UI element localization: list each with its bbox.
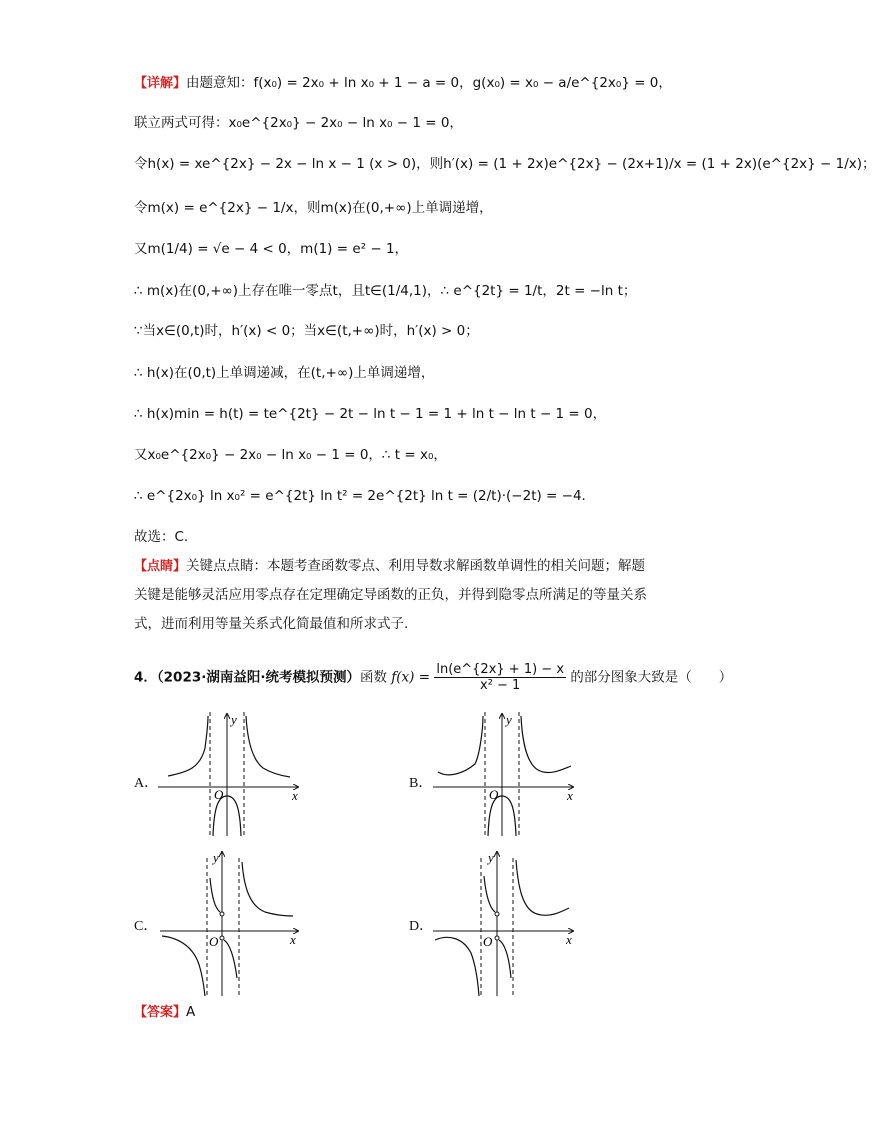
hole-point-2 <box>495 936 499 940</box>
detail-line-2: 联立两式可得：x₀e^{2x₀} − 2x₀ − ln x₀ − 1 = 0， <box>134 115 463 131</box>
x-label: x <box>566 932 572 947</box>
y-label: y <box>488 850 494 865</box>
detail-line-3: 令h(x) = xe^{2x} − 2x − ln x − 1 (x > 0)，则h′(x) = (1 + 2x)e^{2x} − (2x+1)/x = (1 + 2x)(e^{2x} − 1/x)； <box>134 156 876 172</box>
origin-label: O <box>483 934 493 949</box>
question-number: 4． <box>134 669 157 686</box>
detail-line-10: 又x₀e^{2x₀} − 2x₀ − ln x₀ − 1 = 0，∴ t = x₀， <box>134 447 447 463</box>
y-label: y <box>213 850 219 865</box>
origin-label: O <box>489 787 499 802</box>
graph-a[interactable] <box>158 708 308 838</box>
question-prefix: 函数 <box>360 669 387 686</box>
function-lhs: f(x) = <box>391 669 431 686</box>
comment-text-2: 关键是能够灵活应用零点存在定理确定导函数的正负，并得到隐零点所满足的等量关系 <box>134 587 647 603</box>
function-denominator: x² − 1 <box>480 678 521 693</box>
graph-d[interactable] <box>433 848 583 998</box>
detail-line-6: ∴ m(x)在(0,+∞)上存在唯一零点t，且t∈(1/4,1)，∴ e^{2t} = 1/t，2t = −ln t； <box>134 283 637 299</box>
detail-text-1: 由题意知：f(x₀) = 2x₀ + ln x₀ + 1 − a = 0，g(x₀) = x₀ − a/e^{2x₀} = 0， <box>186 75 672 91</box>
option-a-label[interactable]: A． <box>134 776 159 791</box>
detail-line-7: ∵当x∈(0,t)时，h′(x) < 0；当x∈(t,+∞)时，h′(x) > 0； <box>134 323 479 339</box>
comment-paragraph <box>134 552 664 639</box>
detail-line-5: 又m(1/4) = √e − 4 < 0，m(1) = e² − 1， <box>134 241 409 257</box>
origin-label: O <box>209 934 219 949</box>
curve-middle-lower <box>224 940 237 978</box>
hole-point-2 <box>220 936 224 940</box>
curve-right <box>521 716 571 773</box>
hole-point <box>220 912 224 916</box>
answer-line <box>134 1003 195 1022</box>
curve-left <box>435 937 479 996</box>
detail-line-9: ∴ h(x)min = h(t) = te^{2t} − 2t − ln t − 1 = 1 + ln t − ln t − 1 = 0， <box>134 406 607 422</box>
comment-text-1: 关键点点睛：本题考查函数零点、利用导数求解函数单调性的相关问题；解题 <box>186 558 646 574</box>
question-4 <box>134 662 732 693</box>
answer-value: A <box>186 1004 196 1020</box>
curve-middle-upper <box>210 878 220 912</box>
curve-middle-upper <box>484 876 495 912</box>
question-suffix: 的部分图象大致是（ ） <box>570 669 733 686</box>
curve-left <box>168 716 208 776</box>
graph-c[interactable] <box>160 848 310 998</box>
option-c-label[interactable]: C． <box>134 919 158 934</box>
detail-line-8: ∴ h(x)在(0,t)上单调递减，在(t,+∞)上单调递增， <box>134 365 435 381</box>
graph-b[interactable] <box>433 708 583 838</box>
curve-right <box>246 716 290 777</box>
curve-middle-lower <box>499 940 511 978</box>
x-label: x <box>290 932 296 947</box>
comment-text-3: 式，进而利用等量关系式化简最值和所求式子. <box>134 616 409 632</box>
detail-line-1 <box>134 74 672 93</box>
answer-tag: 【答案】 <box>134 1005 187 1020</box>
hole-point <box>495 912 499 916</box>
question-source: （2023·湖南益阳·统考模拟预测） <box>156 669 360 686</box>
y-label: y <box>506 712 512 727</box>
curve-right <box>516 860 569 915</box>
function-fraction <box>434 662 566 693</box>
origin-label: O <box>214 787 224 802</box>
x-label: x <box>292 788 298 803</box>
detail-line-4: 令m(x) = e^{2x} − 1/x，则m(x)在(0,+∞)上单调递增， <box>134 200 493 216</box>
detail-line-11: ∴ e^{2x₀} ln x₀² = e^{2t} ln t² = 2e^{2t} ln t = (2/t)·(−2t) = −4. <box>134 488 586 504</box>
y-label: y <box>231 712 237 727</box>
curve-right <box>242 862 293 916</box>
comment-tag: 【点睛】 <box>134 559 187 574</box>
function-numerator: ln(e^{2x} + 1) − x <box>436 662 565 677</box>
option-d-label[interactable]: D． <box>409 919 434 934</box>
curve-left <box>162 936 205 996</box>
curve-left <box>438 716 483 775</box>
detail-line-12: 故选：C. <box>134 529 189 545</box>
detail-tag: 【详解】 <box>134 76 187 91</box>
option-b-label[interactable]: B． <box>409 776 433 791</box>
x-label: x <box>567 788 573 803</box>
